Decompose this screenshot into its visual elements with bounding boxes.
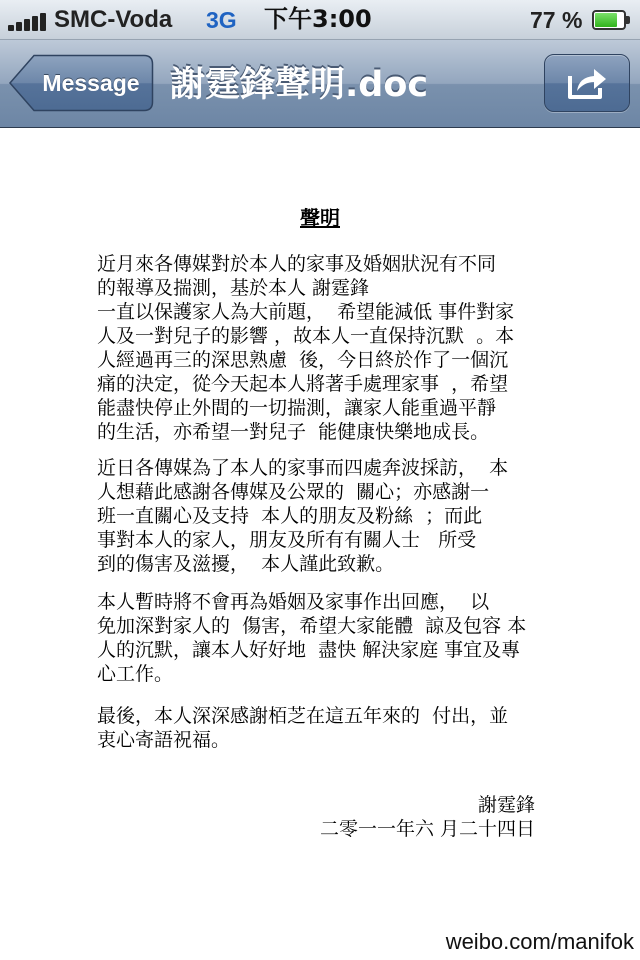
text-line: 的報導及揣測，基於本人 謝霆鋒 bbox=[97, 277, 370, 299]
text-line: 人經過再三的深思熟慮 後，今日終於作了一個沉 bbox=[97, 349, 509, 371]
share-arrow-icon bbox=[567, 66, 609, 100]
signature-date: 二零一一年六 月二十四日 bbox=[319, 818, 535, 840]
paragraph-2 bbox=[97, 456, 547, 576]
document-heading: 聲明 bbox=[300, 206, 340, 230]
battery-fill bbox=[595, 13, 617, 27]
paragraph-1 bbox=[97, 252, 547, 444]
text-line: 本人暫時將不會再為婚姻及家事作出回應， 以 bbox=[97, 591, 490, 613]
battery-icon bbox=[592, 10, 630, 30]
text-line: 事對本人的家人，朋友及所有有關人士 所受 bbox=[97, 529, 477, 551]
watermark: weibo.com/manifok bbox=[445, 929, 634, 954]
text-line: 心工作。 bbox=[97, 663, 174, 685]
text-line: 近日各傳媒為了本人的家事而四處奔波採訪， 本 bbox=[97, 457, 509, 479]
navigation-bar bbox=[0, 40, 640, 128]
text-line: 的生活，亦希望一對兒子 能健康快樂地成長。 bbox=[97, 421, 490, 443]
text-line: 痛的決定，從今天起本人將著手處理家事 ，希望 bbox=[97, 373, 509, 395]
text-line: 最後，本人深深感謝栢芝在這五年來的 付出，並 bbox=[97, 705, 509, 727]
text-line: 衷心寄語祝福。 bbox=[97, 729, 231, 751]
back-button[interactable] bbox=[8, 54, 154, 112]
back-button-label: Message bbox=[42, 70, 140, 96]
text-line: 能盡快停止外間的一切揣測，讓家人能重過平靜 bbox=[97, 397, 497, 419]
text-line: 班一直關心及支持 本人的朋友及粉絲 ；而此 bbox=[97, 505, 483, 527]
page-title: 謝霆鋒聲明.doc bbox=[170, 65, 429, 105]
signal-bars-icon bbox=[8, 11, 52, 31]
text-line: 人想藉此感謝各傳媒及公眾的 關心；亦感謝一 bbox=[97, 481, 490, 503]
battery-percent: 77 % bbox=[530, 7, 583, 33]
carrier-name: SMC-Voda bbox=[54, 6, 173, 33]
network-type: 3G bbox=[206, 7, 237, 33]
document-view[interactable] bbox=[0, 129, 640, 960]
text-line: 人的沉默，讓本人好好地 盡快 解決家庭 事宜及專 bbox=[97, 639, 521, 661]
text-line: 人及一對兒子的影響 ，故本人一直保持沉默 。本 bbox=[97, 325, 515, 347]
text-line: 近月來各傳媒對於本人的家事及婚姻狀況有不同 bbox=[97, 253, 497, 275]
paragraph-4 bbox=[97, 704, 547, 752]
text-line: 免加深對家人的 傷害，希望大家能體 諒及包容 本 bbox=[97, 615, 527, 637]
status-bar bbox=[0, 0, 640, 40]
share-button[interactable] bbox=[544, 54, 630, 112]
text-line: 一直以保護家人為大前題， 希望能減低 事件對家 bbox=[97, 301, 515, 323]
signature-name: 謝霆鋒 bbox=[477, 794, 535, 816]
paragraph-3 bbox=[97, 590, 547, 686]
status-time: 下午3:00 bbox=[264, 5, 372, 33]
text-line: 到的傷害及滋擾， 本人謹此致歉。 bbox=[97, 553, 395, 575]
